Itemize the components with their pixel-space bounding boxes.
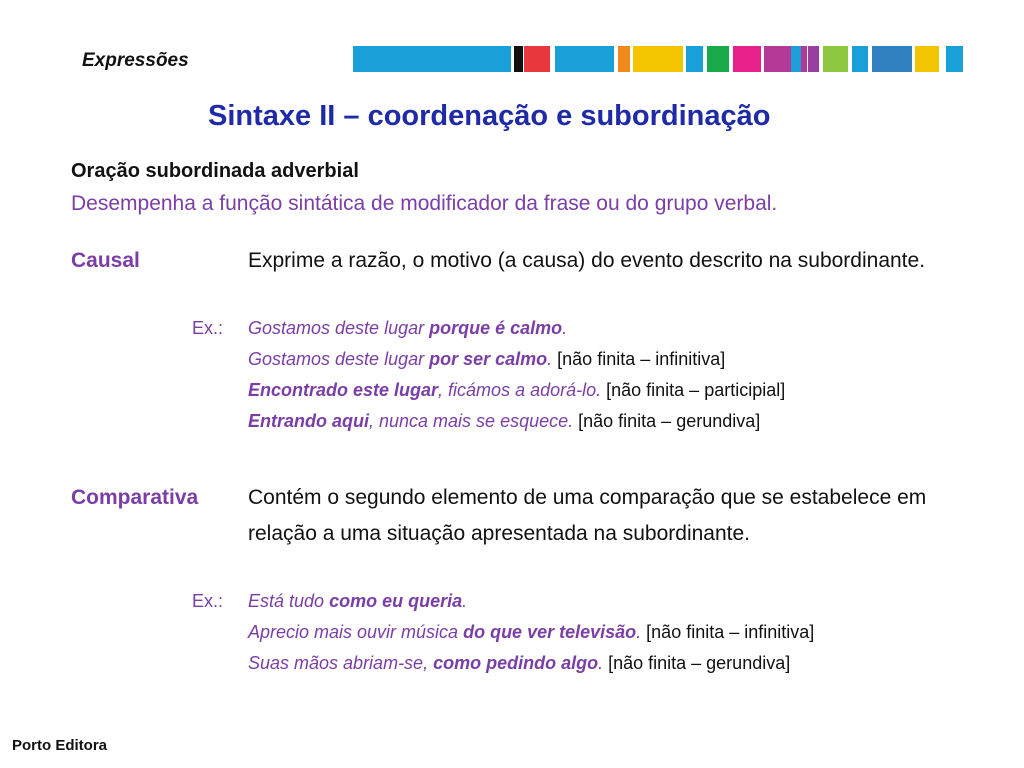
section-description: Desempenha a função sintática de modificador da frase ou do grupo verbal. (71, 192, 778, 215)
stripe (733, 46, 761, 72)
stripe (707, 46, 729, 72)
stripe (555, 46, 614, 72)
brand-title: Expressões (82, 50, 189, 71)
stripe (791, 46, 801, 72)
stripe (514, 46, 523, 72)
comparativa-example-3: Suas mãos abriam-se, como pedindo algo. [não finita – gerundiva] (248, 653, 791, 673)
stripe (524, 46, 550, 72)
stripe (852, 46, 868, 72)
causal-label: Causal (71, 249, 140, 272)
comparativa-example-prefix: Ex.: (192, 591, 224, 611)
color-stripe-bar (353, 46, 963, 72)
section-heading: Oração subordinada adverbial (71, 160, 359, 182)
causal-example-1: Gostamos deste lugar porque é calmo. (248, 318, 568, 338)
comparativa-example-1: Está tudo como eu queria. (248, 591, 468, 611)
stripe (618, 46, 630, 72)
causal-example-3: Encontrado este lugar, ficámos a adorá-lo. [não finita – participial] (248, 380, 786, 400)
stripe (872, 46, 912, 72)
comparativa-definition: Contém o segundo elemento de uma comparação que se estabelece em relação a uma situação apresentada na subordinante. (248, 486, 927, 545)
stripe (633, 46, 683, 72)
causal-example-prefix: Ex.: (192, 318, 224, 338)
stripe (353, 46, 511, 72)
stripe (808, 46, 819, 72)
page-title: Sintaxe II – coordenação e subordinação (208, 100, 771, 132)
comparativa-label: Comparativa (71, 486, 199, 509)
causal-definition: Exprime a razão, o motivo (a causa) do evento descrito na subordinante. (248, 249, 926, 272)
causal-example-4: Entrando aqui, nunca mais se esquece. [não finita – gerundiva] (248, 411, 761, 431)
footer-publisher: Porto Editora (12, 737, 108, 754)
stripe (686, 46, 703, 72)
stripe (946, 46, 963, 72)
stripe (915, 46, 939, 72)
comparativa-example-2: Aprecio mais ouvir música do que ver televisão. [não finita – infinitiva] (248, 622, 815, 642)
causal-example-2: Gostamos deste lugar por ser calmo. [não finita – infinitiva] (248, 349, 726, 369)
stripe (823, 46, 848, 72)
